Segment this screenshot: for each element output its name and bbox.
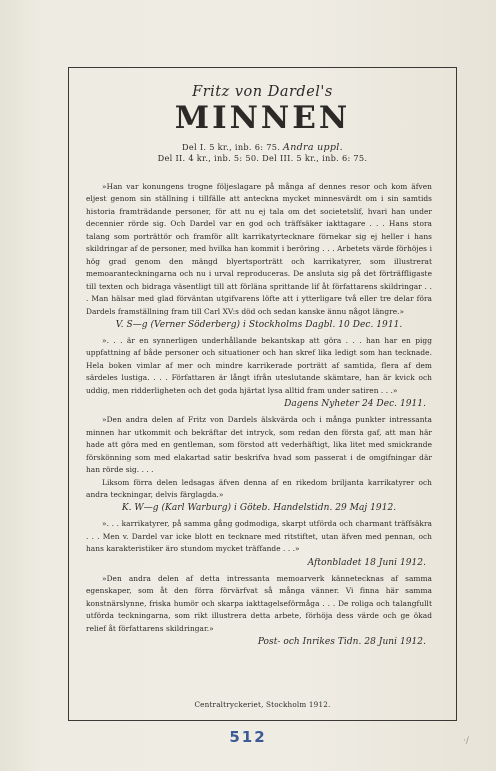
advertisement-frame (68, 67, 457, 721)
review-source: K. W—g (Karl Warburg) i Göteb. Handelstidn. 29 Maj 1912. (121, 503, 397, 514)
review-paragraph: Liksom förra delen ledsagas äfven denna af en rikedom briljanta karrikatyrer och andra teckningar, delvis färglagda.» (86, 477, 432, 499)
edition-note: Andra uppl. (283, 142, 343, 153)
review-source: Post- och Inrikes Tidn. 28 Juni 1912. (257, 637, 426, 648)
printer-imprint: Centraltryckeriet, Stockholm 1912. (194, 700, 331, 709)
margin-pencil-mark: ·/ (463, 736, 469, 746)
edition-line-2: Del II. 4 kr., inb. 5: 50. Del III. 5 kr., inb. 6: 75. (157, 153, 368, 163)
edition-price-1: Del I. 5 kr., inb. 6: 75. (182, 142, 281, 152)
book-title: MINNEN (174, 100, 351, 136)
review-source: Dagens Nyheter 24 Dec. 1911. (284, 399, 426, 410)
review-source: Aftonbladet 18 Juni 1912. (307, 557, 426, 568)
page-number: 512 (229, 728, 267, 746)
review-source: V. S—g (Verner Söderberg) i Stockholms Dagbl. 10 Dec. 1911. (115, 319, 403, 330)
review-paragraph: »Han var konungens trogne följeslagare på många af dennes resor och kom äfven eljest genom sin ställning i tillfälle att anteckna mycket minnesvärdt om i sin samtids historia framträdande personer, för att nu ej tala om det societetslif, hvari han under decennier rörde sig. Och Dardel var en god och träffsäker iakttagare . . . Hans stora talang som porträttör och framför allt karrikatyrtecknare förnekar sig ej heller i hans skildringar af de personer, med hvilka han kommit i beröring . . . Arbetets värde förhöjes i hög grad genom den mängd blyertsporträtt och karrikatyrer, som illustrerat memoaranteckningarna och nu i urval reproduceras. De ansluta sig på det förträffligaste till texten och bidraga väsentligt till att förläna sprittande lif åt författarens skildringar . . . Man hälsar med glad förväntan utgifvarens löfte att i ytterligare två eller tre delar föra Dardels framställning fram till Carl XV:s död och sedan kanske ännu något längre.» (86, 182, 432, 316)
edition-line-1 (69, 142, 456, 153)
reviews-body (86, 181, 432, 652)
review-paragraph: ». . . är en synnerligen underhållande bekantskap att göra . . . han har en pigg uppfattning af både personer och situationer och han skref lika ledigt som han tecknade. Hela boken vimlar af mer och mindre karrikerade porträtt af samtida, flera af dem särdeles lustiga. . . . Författaren är långt ifrån uteslutande skämtare, han är kvick och uddig, men ridderligheten och det goda hjärtat lysa alltid fram under satiren . . .» (86, 335, 432, 395)
review-paragraph: »Den andra delen af Fritz von Dardels älskvärda och i många punkter intressanta minnen har utkommit och bekräftar det intryck, som redan den första gaf, att man här hade att göra med en gentleman, som förstod att vederhäftigt, lika litet med smickrande förskönning som med elakartad satir beskrifva hvad som passerat i de omgifningar där han rörde sig. . . . (86, 415, 432, 475)
author-heading: Fritz von Dardel's (192, 84, 333, 100)
review-paragraph: ». . . karrikatyrer, på samma gång godmodiga, skarpt utförda och charmant träffsäkra . . . Men v. Dardel var icke blott en tecknare med ritstiftet, utan äfven med pennan, och hans karakteristiker äro stundom mycket träffande . . .» (86, 519, 432, 554)
review-paragraph: »Den andra delen af detta intressanta memoarverk kännetecknas af samma egenskaper, som åt den förra förvärfvat så många vänner. Vi finna här samma konstnärslynne, friska humör och skarpa iakttagelseförmåga . . . De roliga och talangfullt utförda teckningarna, som rikt illustrera detta arbete, förhöja dess värde och ge ökad relief åt författarens skildringar.» (86, 573, 432, 633)
